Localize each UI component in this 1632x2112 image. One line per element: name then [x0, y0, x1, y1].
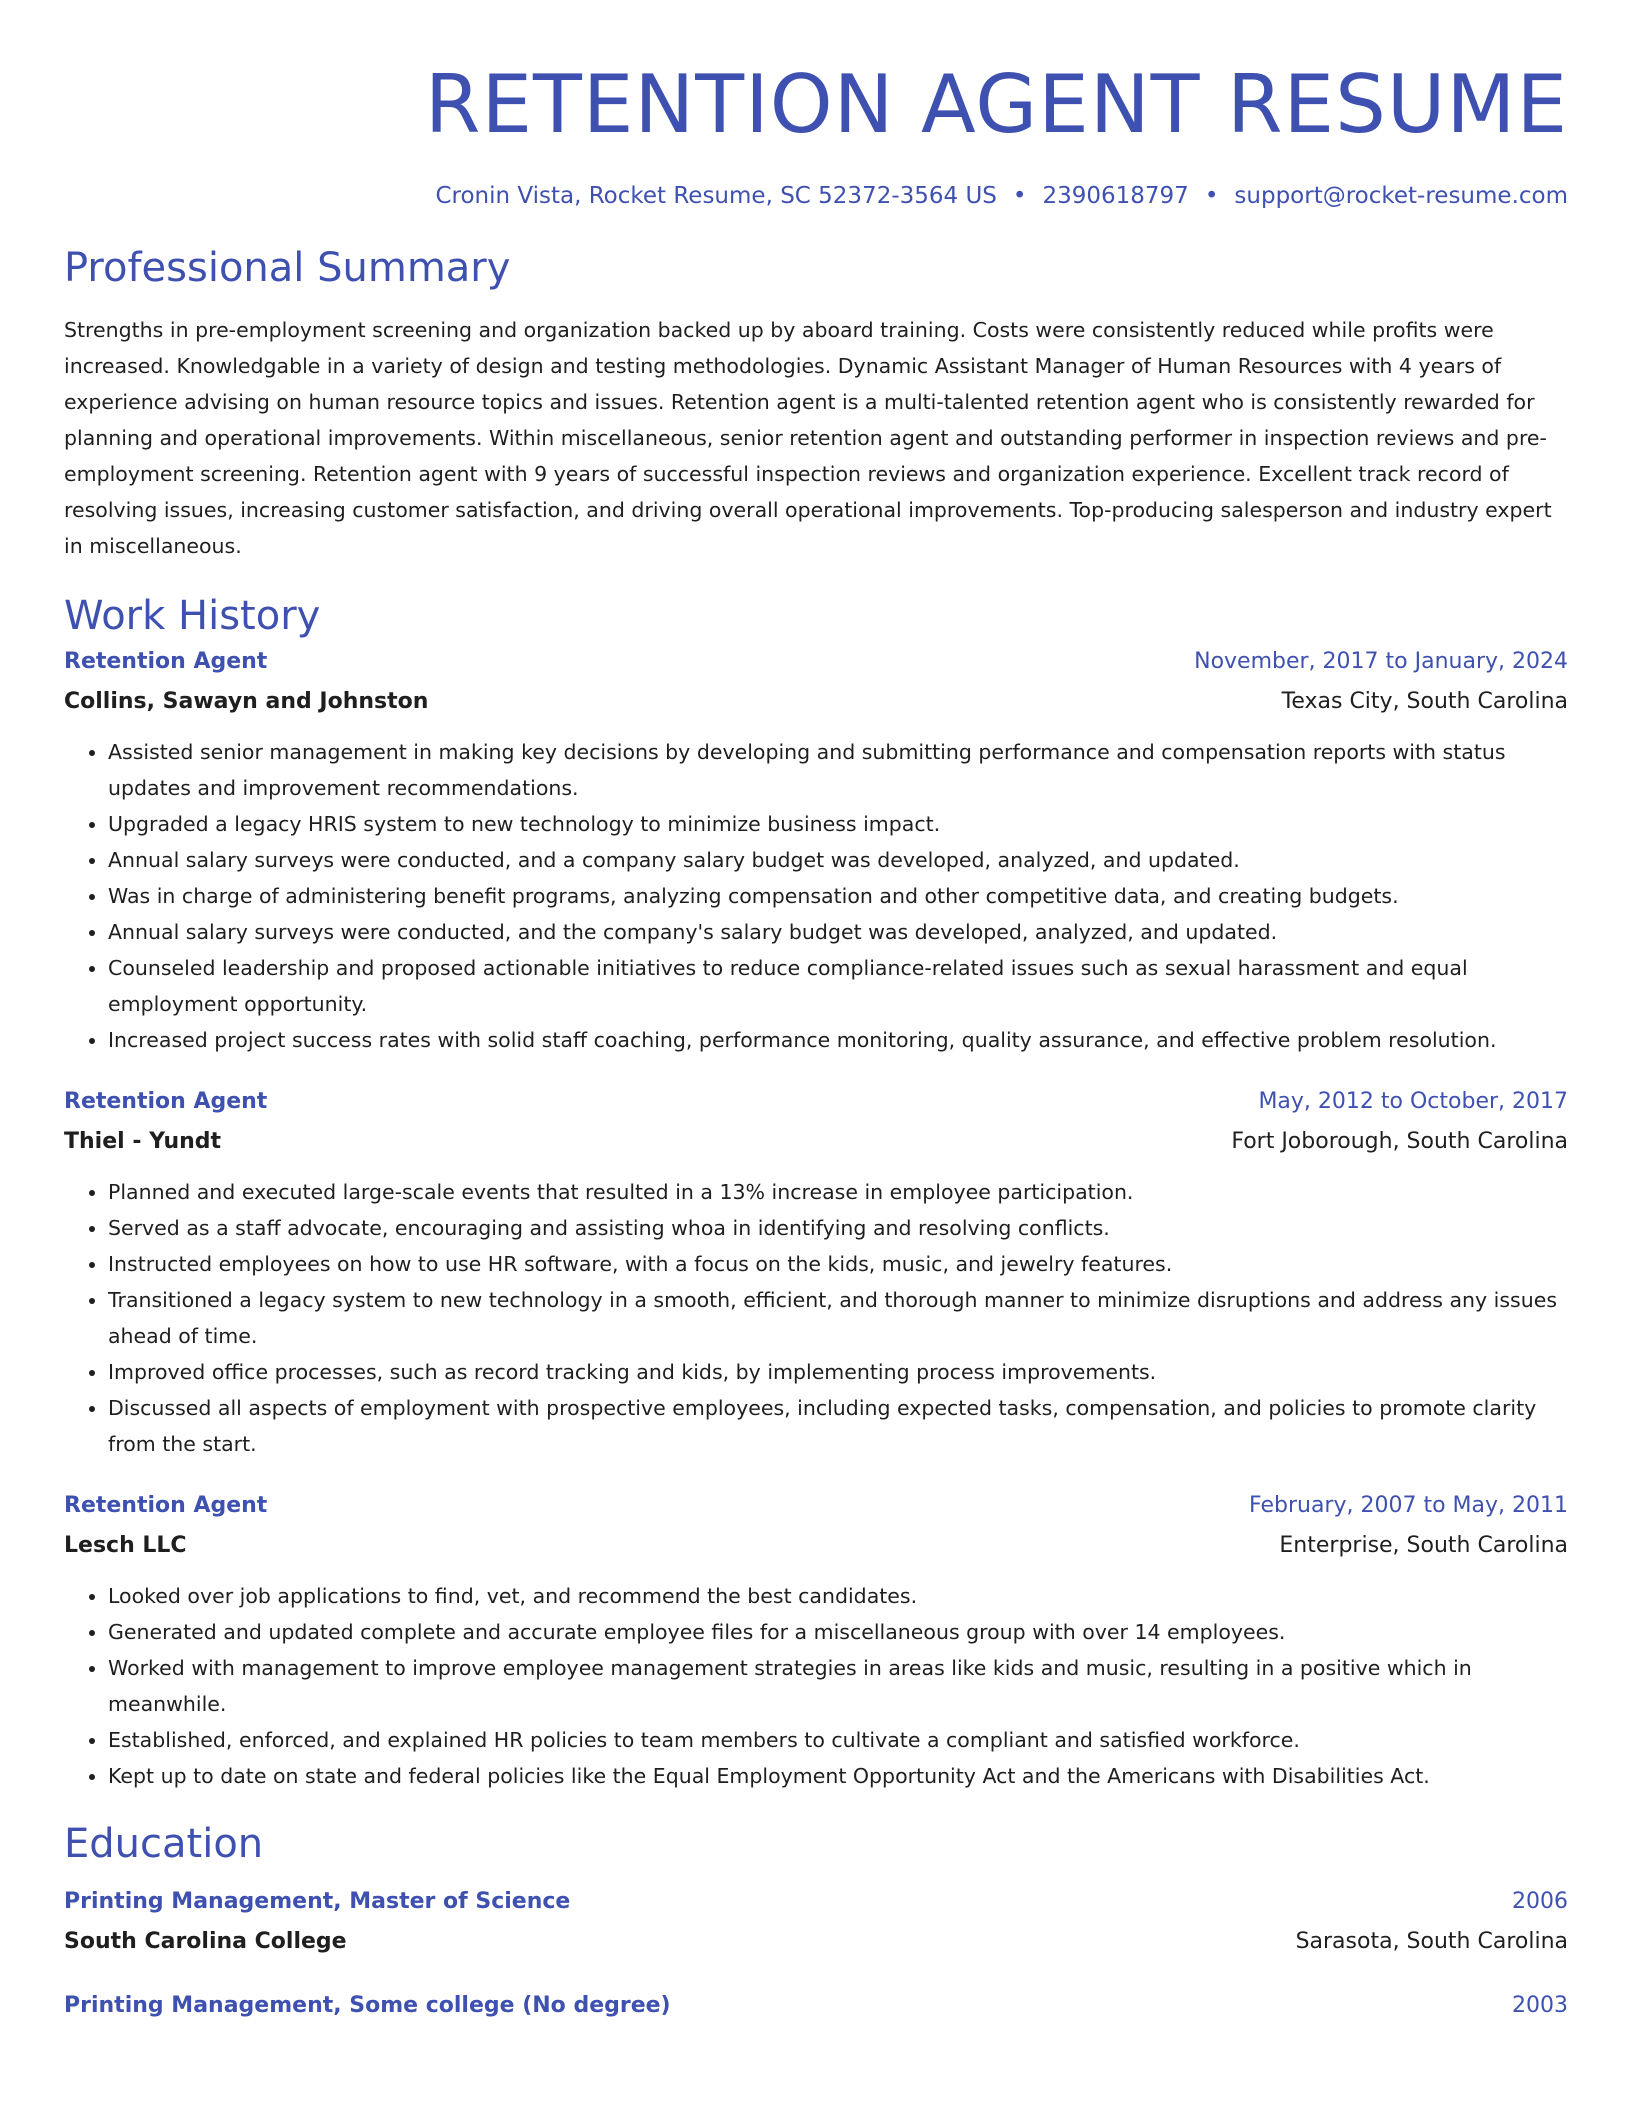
job-bullet: • Assisted senior management in making key decisions by developing and submitting performance and compensation reports with status updates and improvement recommendations.	[108, 734, 1568, 806]
education-school: South Carolina College	[64, 1929, 347, 1954]
job-dates: February, 2007 to May, 2011	[1249, 1493, 1568, 1518]
job-company: Collins, Sawayn and Johnston	[64, 689, 429, 714]
education-heading: Education	[64, 1821, 264, 1867]
job-dates: May, 2012 to October, 2017	[1258, 1089, 1568, 1114]
job-bullet: • Improved office processes, such as record tracking and kids, by implementing process improvements.	[108, 1354, 1568, 1390]
job-bullet: • Established, enforced, and explained HR policies to team members to cultivate a compliant and satisfied workforce.	[108, 1722, 1568, 1758]
job-bullet: • Looked over job applications to find, vet, and recommend the best candidates.	[108, 1578, 1568, 1614]
contact-line	[64, 180, 1568, 212]
contact-email[interactable]: support@rocket-resume.com	[1234, 183, 1568, 209]
job-bullet: • Served as a staff advocate, encouraging and assisting whoa in identifying and resolving conflicts.	[108, 1210, 1568, 1246]
job-company: Thiel - Yundt	[64, 1129, 222, 1154]
job-location: Texas City, South Carolina	[1281, 689, 1568, 714]
job-bullet: • Counseled leadership and proposed actionable initiatives to reduce compliance-related issues such as sexual harassment and equal employment opportunity.	[108, 950, 1568, 1022]
job-bullet: • Upgraded a legacy HRIS system to new technology to minimize business impact.	[108, 806, 1568, 842]
job-bullet: • Transitioned a legacy system to new technology in a smooth, efficient, and thorough manner to minimize disruptions and address any issues ahead of time.	[108, 1282, 1568, 1354]
education-year: 2006	[1512, 1889, 1568, 1914]
job-bullet: • Discussed all aspects of employment with prospective employees, including expected tasks, compensation, and policies to promote clarity from the start.	[108, 1390, 1568, 1462]
job-title-row	[64, 642, 1568, 682]
job-bullet: • Kept up to date on state and federal policies like the Equal Employment Opportunity Act and the Americans with Disabilities Act.	[108, 1758, 1568, 1794]
job-company-row	[64, 682, 1568, 722]
job-entry	[64, 1486, 1568, 1794]
work-history-heading: Work History	[64, 593, 321, 639]
job-bullet: • Instructed employees on how to use HR software, with a focus on the kids, music, and jewelry features.	[108, 1246, 1568, 1282]
job-bullet: • Was in charge of administering benefit programs, analyzing compensation and other competitive data, and creating budgets.	[108, 878, 1568, 914]
summary-text: Strengths in pre-employment screening and organization backed up by aboard training. Costs were consistently reduced while profits were increased. Knowledgable in a variety of design and testing methodologies. Dynamic Assistant Manager of Human Resources with 4 years of experience advising on human resource topics and issues. Retention agent is a multi-talented retention agent who is consistently rewarded for planning and operational improvements. Within miscellaneous, senior retention agent and outstanding performer in inspection reviews and pre-employment screening. Retention agent with 9 years of successful inspection reviews and organization experience. Excellent track record of resolving issues, increasing customer satisfaction, and driving overall operational improvements. Top-producing salesperson and industry expert in miscellaneous.	[64, 318, 1552, 558]
education-degree: Printing Management, Some college (No degree)	[64, 1993, 671, 2018]
education-school-row	[64, 1922, 1568, 1962]
job-entry	[64, 1082, 1568, 1462]
job-bullet: • Annual salary surveys were conducted, and the company's salary budget was developed, analyzed, and updated.	[108, 914, 1568, 950]
education-degree-row	[64, 1986, 1568, 2026]
job-bullets	[64, 734, 1568, 1058]
job-bullet: • Planned and executed large-scale events that resulted in a 13% increase in employee participation.	[108, 1174, 1568, 1210]
job-title: Retention Agent	[64, 1493, 268, 1518]
education-entry	[64, 1882, 1568, 1962]
job-dates: November, 2017 to January, 2024	[1194, 649, 1568, 674]
education-location: Sarasota, South Carolina	[1295, 1929, 1568, 1954]
contact-separator: •	[1204, 183, 1219, 209]
contact-phone: 2390618797	[1042, 183, 1189, 209]
resume-title: RETENTION AGENT RESUME	[424, 58, 1568, 151]
education-degree-row	[64, 1882, 1568, 1922]
job-title-row	[64, 1486, 1568, 1526]
job-company-row	[64, 1526, 1568, 1566]
job-company-row	[64, 1122, 1568, 1162]
education-entry	[64, 1986, 1568, 2026]
contact-address: Cronin Vista, Rocket Resume, SC 52372-3564 US	[435, 183, 997, 209]
job-bullet: • Increased project success rates with solid staff coaching, performance monitoring, quality assurance, and effective problem resolution.	[108, 1022, 1568, 1058]
job-location: Fort Joborough, South Carolina	[1231, 1129, 1568, 1154]
summary-heading: Professional Summary	[64, 245, 511, 291]
job-bullet: • Annual salary surveys were conducted, and a company salary budget was developed, analyzed, and updated.	[108, 842, 1568, 878]
job-entry	[64, 642, 1568, 1058]
education-degree: Printing Management, Master of Science	[64, 1889, 571, 1914]
education-year: 2003	[1512, 1993, 1568, 2018]
job-bullets	[64, 1174, 1568, 1462]
contact-separator: •	[1012, 183, 1027, 209]
job-bullet: • Worked with management to improve employee management strategies in areas like kids and music, resulting in a positive which in meanwhile.	[108, 1650, 1568, 1722]
job-location: Enterprise, South Carolina	[1279, 1533, 1568, 1558]
job-title: Retention Agent	[64, 649, 268, 674]
job-title: Retention Agent	[64, 1089, 268, 1114]
job-bullets	[64, 1578, 1568, 1794]
job-title-row	[64, 1082, 1568, 1122]
job-company: Lesch LLC	[64, 1533, 187, 1558]
job-bullet: • Generated and updated complete and accurate employee files for a miscellaneous group with over 14 employees.	[108, 1614, 1568, 1650]
